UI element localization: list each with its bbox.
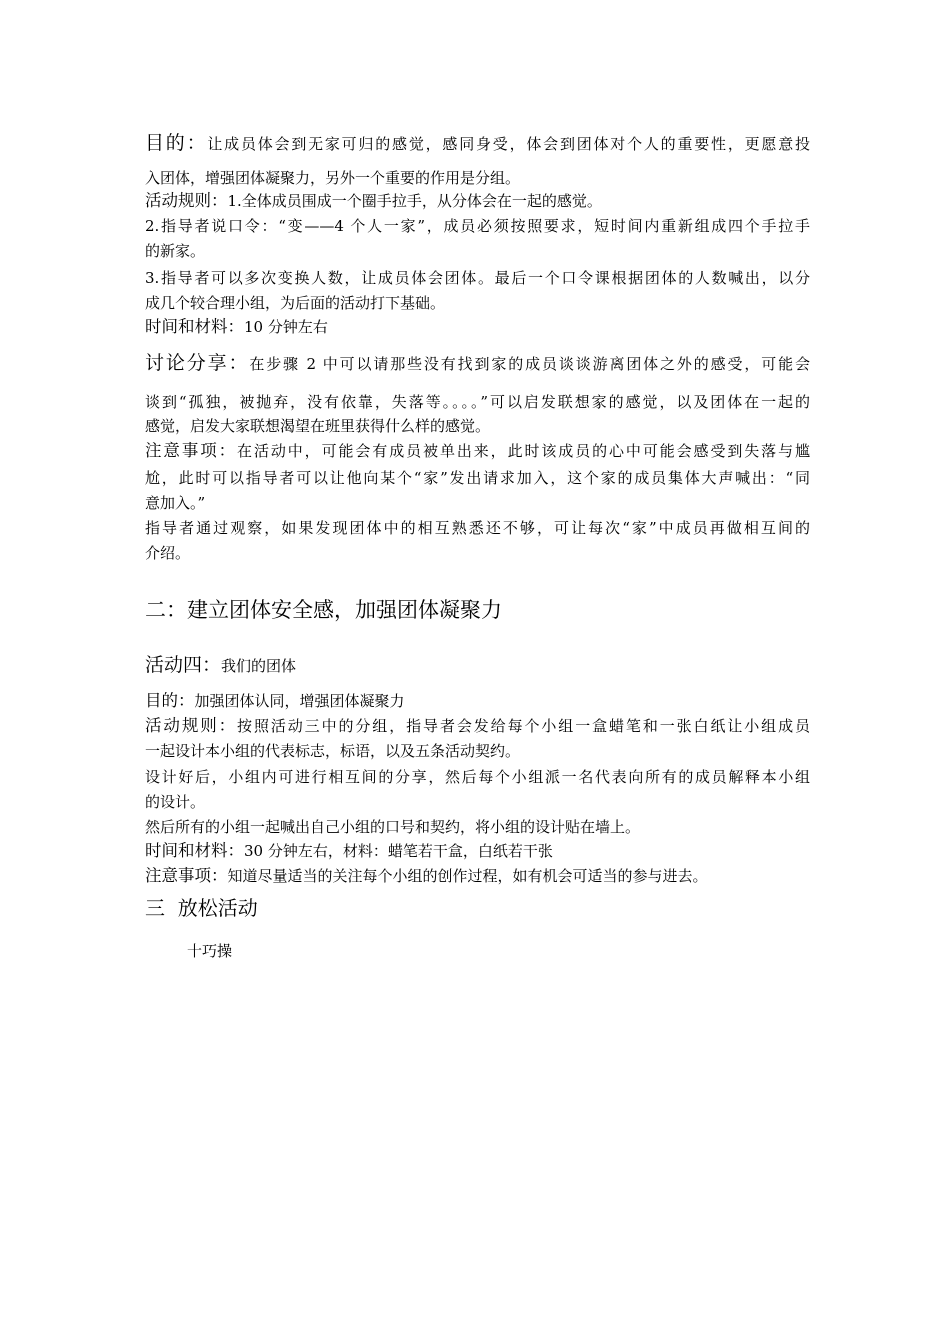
notes-line-2: 尬，此时可以指导者可以让他向某个“家”发出请求加入，这个家的成员集体大声喊出：“同 (145, 469, 810, 487)
a4-purpose-line (145, 690, 810, 712)
section-2-heading: 二：建立团体安全感，加强团体凝聚力 (145, 598, 502, 622)
notes-line-5: 介绍。 (145, 544, 191, 562)
a4-notes-label: 注意事项： (145, 866, 228, 885)
time-label: 时间和材料： (145, 317, 244, 336)
notes-line-3: 意加入。” (145, 494, 206, 512)
a4-time-text: 30 分钟左右，材料：蜡笔若干盒，白纸若干张 (244, 842, 553, 860)
a4-rules-text: 按照活动三中的分组，指导者会发给每个小组一盒蜡笔和一张白纸让小组成员 (237, 717, 810, 735)
a4-rules-label: 活动规则： (145, 716, 238, 735)
rules-line-3: 的新家。 (145, 242, 206, 260)
time-line (145, 316, 810, 338)
purpose-label: 目的： (145, 132, 208, 154)
section-3-heading: 三 放松活动 (145, 896, 258, 920)
a4-notes-text: 知道尽量适当的关注每个小组的创作过程，如有机会可适当的参与进去。 (227, 867, 708, 885)
section-3-item: 十巧操 (187, 942, 233, 960)
activity-4-title (145, 652, 810, 679)
discussion-line-1 (145, 352, 810, 375)
a4-rules-line-5: 然后所有的小组一起喊出自己小组的口号和契约，将小组的设计贴在墙上。 (145, 818, 641, 836)
rules-text: 1.全体成员围成一个圈手拉手，从分体会在一起的感觉。 (227, 192, 602, 210)
discussion-text: 在步骤 2 中可以请那些没有找到家的成员谈谈游离团体之外的感受，可能会 (249, 355, 810, 373)
discussion-label: 讨论分享： (145, 352, 250, 374)
a4-purpose-text: 加强团体认同，增强团体凝聚力 (194, 692, 405, 710)
a4-purpose-label: 目的： (145, 691, 195, 710)
a4-rules-line-2: 一起设计本小组的代表标志，标语，以及五条活动契约。 (145, 742, 521, 760)
discussion-line-2: 谈到“孤独，被抛弃，没有依靠，失落等。。。。”可以启发联想家的感觉，以及团体在一起的 (145, 393, 810, 411)
activity-4-label: 活动四： (145, 654, 222, 676)
purpose-line-2: 入团体，增强团体凝聚力，另外一个重要的作用是分组。 (145, 169, 521, 187)
a4-rules-line-4: 的设计。 (145, 793, 206, 811)
a4-time-label: 时间和材料： (145, 841, 244, 860)
a4-notes-line (145, 865, 810, 887)
time-text: 10 分钟左右 (244, 318, 328, 336)
rules-line-1 (145, 190, 810, 212)
notes-line-1 (145, 440, 810, 462)
a4-rules-line-1 (145, 715, 810, 737)
notes-text: 在活动中，可能会有成员被单出来，此时该成员的心中可能会感受到失落与尴 (237, 442, 810, 460)
activity-4-name: 我们的团体 (221, 657, 297, 675)
notes-label: 注意事项： (145, 441, 238, 460)
rules-line-4: 3.指导者可以多次变换人数，让成员体会团体。最后一个口令课根据团体的人数喊出，以分 (145, 269, 810, 287)
rules-line-2: 2.指导者说口令：“变——4 个人一家”，成员必须按照要求，短时间内重新组成四个手拉手 (145, 217, 810, 235)
discussion-line-3: 感觉，启发大家联想渴望在班里获得什么样的感觉。 (145, 417, 491, 435)
notes-line-4: 指导者通过观察，如果发现团体中的相互熟悉还不够，可让每次“家”中成员再做相互间的 (145, 519, 810, 537)
a4-time-line (145, 840, 810, 862)
purpose-line-1 (145, 132, 810, 155)
purpose-text: 让成员体会到无家可归的感觉，感同身受，体会到团体对个人的重要性，更愿意投 (207, 135, 810, 153)
a4-rules-line-3: 设计好后，小组内可进行相互间的分享，然后每个小组派一名代表向所有的成员解释本小组 (145, 768, 810, 786)
rules-label: 活动规则： (145, 191, 228, 210)
rules-line-5: 成几个较合理小组，为后面的活动打下基础。 (145, 294, 446, 312)
